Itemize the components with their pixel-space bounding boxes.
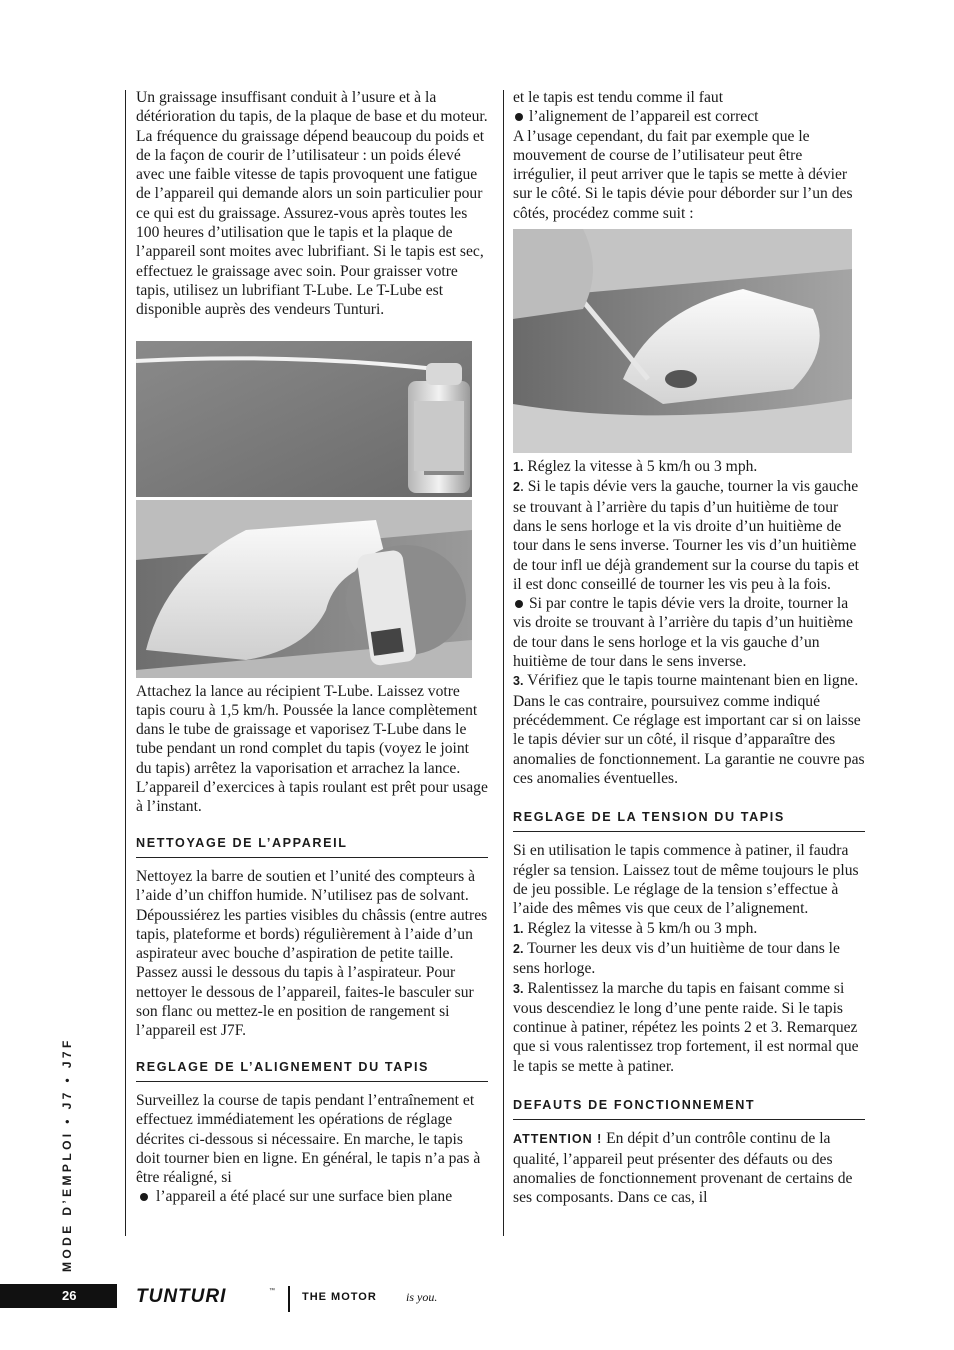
bullet-deviate-right xyxy=(513,594,865,671)
step-number: 2 xyxy=(513,480,520,495)
slogan-the-motor: THE MOTOR xyxy=(302,1291,377,1303)
column-rule-left xyxy=(125,90,126,1236)
footer-divider xyxy=(288,1286,290,1312)
photo-spray-lubrication xyxy=(136,500,472,678)
side-running-title: MODE D’EMPLOI • J7 • J7F xyxy=(60,1037,74,1272)
cleaning-paragraph: Nettoyez la barre de soutien et l’unité des compteurs à l’aide d’un chiffon humide. N’utilisez pas de solvant. Dépoussiérez les parties visibles du châssis (entre autres tapis, plateforme et bords) régulièrement à l’aide d’un aspirateur avec bouche d’aspiration de petite taille. Passez aussi le dessous du tapis à l’aspirateur. Pour nettoyer le dessous de l’appareil, faites-le basculer sur son flanc ou mettez-le en position de rangement si l’appareil est J7F. xyxy=(136,867,488,1040)
attention-label: ATTENTION ! xyxy=(513,1132,603,1147)
alignment-paragraph: Surveillez la course de tapis pendant l’entraînement et effectuez immédiatement les opérations de réglage décrites ci-dessous si nécessaire. En marche, le tapis doit tourner bien en ligne. En général, le tapis n’a pas à être réaligné, si xyxy=(136,1091,481,1187)
tension-step-2 xyxy=(513,939,865,979)
tension-step-1 xyxy=(513,919,865,939)
page-number: 26 xyxy=(62,1288,77,1303)
attention-text: En dépit d’un contrôle continu de la qualité, l’appareil peut présenter des défauts ou des anomalies de fonctionnement provenant de certains de ses composants. Dans ce cas, il xyxy=(513,1130,853,1207)
step-text: Tourner les deux vis d’un huitième de tour dans le sens horloge. xyxy=(513,939,840,978)
photo-spray-lance xyxy=(136,341,472,497)
photo-spray-lance-image xyxy=(136,341,472,497)
step-number: 2. xyxy=(513,941,524,956)
heading-alignment: REGLAGE DE L’ALIGNEMENT DU TAPIS xyxy=(136,1058,488,1082)
heading-defects: DEFAUTS DE FONCTIONNEMENT xyxy=(513,1096,865,1120)
attention-paragraph xyxy=(513,1129,865,1207)
alignment-step-3 xyxy=(513,671,865,788)
step-text: Vérifiez que le tapis tourne maintenant bien en ligne. Dans le cas contraire, poursuivez comme indiqué précédemment. Ce réglage est important car si on laisse le tapis dévier sur un côté, il risque d’apparaître des anomalies de fonctionnement. La garantie ne couvre pas ces anomalies éventuelles. xyxy=(513,672,865,787)
step-text: Réglez la vitesse à 5 km/h ou 3 mph. xyxy=(527,458,758,476)
bullet-flat-surface xyxy=(136,1187,488,1206)
bullet-icon xyxy=(515,113,523,121)
page-number-box xyxy=(0,1284,117,1308)
step-number: 3. xyxy=(513,674,524,689)
tension-paragraph: Si en utilisation le tapis commence à patiner, il faudra régler sa tension. Laissez tout de même toujours le plus de jeu possible. Le réglage de la tension s’effectue à l’aide des mêmes vis que ceux de l’alignement. xyxy=(513,842,859,918)
photo-spray-lubrication-image xyxy=(136,500,472,678)
lance-instructions: Attachez la lance au récipient T-Lube. Laissez votre tapis couru à 1,5 km/h. Poussée la lance complètement dans le tube de graissage et vaporisez T-Lube dans le tube pendant un rond complet du tapis (voyez le joint du tapis) arrêtez la vaporisation et arrachez la lance. L’appareil d’exercices à tapis roulant est prêt pour usage à l’instant. xyxy=(136,682,488,816)
usage-paragraph: A l’usage cependant, du fait par exemple que le mouvement de course de l’utilisateur peut être irrégulier, il peut arriver que le tapis se mette à dévier sur le côté. Si le tapis dévie pour déborder sur l’un des côtés, procédez comme suit : xyxy=(513,127,853,222)
slogan-is-you: is you. xyxy=(406,1290,438,1304)
step-text: Réglez la vitesse à 5 km/h ou 3 mph. xyxy=(527,919,758,937)
photo-adjust-screw-image xyxy=(513,229,852,453)
step-number: 1. xyxy=(513,921,524,936)
left-column xyxy=(136,88,488,1207)
intro-paragraph: Un graissage insuffisant conduit à l’usure et à la détérioration du tapis, de la plaque de base et du moteur. La fréquence du graissage dépend beaucoup du poids et de la façon de courir de l’utilisateur : un poids élevé avec une faible vitesse de tapis provoquent une fatigue de l’appareil qui demande alors un soin particulier pour ce qui est du graissage. Assurez-vous après toutes les 100 heures d’utilisation que le tapis et la plaque de l’appareil sont moites avec lubrifiant. Si le tapis est sec, effectuez le graissage avec soin. Pour graisser votre tapis, utilisez un lubrifiant T-Lube. Le T-Lube est disponible auprès des vendeurs Tunturi. xyxy=(136,89,488,319)
alignment-step-2 xyxy=(513,477,865,594)
bullet-alignment-correct xyxy=(513,107,865,126)
bullet-icon xyxy=(140,1193,148,1201)
right-column xyxy=(513,88,865,1207)
step-number: 3. xyxy=(513,981,524,996)
tunturi-logo: TUNTURI xyxy=(136,1286,227,1307)
step-text: Ralentissez la marche du tapis en faisant comme si vous descendiez le long d’une pente raide. Si le tapis continue à patiner, répétez les points 2 et 3. Remarquez que si vous ralentissez trop fortement, il est normal que le tapis se mette à patiner. xyxy=(513,979,859,1075)
continuation-text: et le tapis est tendu comme il faut xyxy=(513,89,724,106)
bullet-icon xyxy=(515,600,523,608)
photo-adjust-screw xyxy=(513,229,852,453)
column-rule-middle xyxy=(503,90,504,1236)
trademark-mark: ™ xyxy=(269,1288,275,1294)
alignment-step-1 xyxy=(513,457,865,477)
bullet-deviate-right-text: Si par contre le tapis dévie vers la droite, tourner la vis droite se trouvant à l’arrière du tapis d’un huitième de tour dans le sens horloge et la vis gauche d’un huitième de tour dans le sens inverse. xyxy=(513,595,853,671)
heading-cleaning: NETTOYAGE DE L’APPAREIL xyxy=(136,834,488,858)
heading-tension: REGLAGE DE LA TENSION DU TAPIS xyxy=(513,808,865,832)
tension-step-3 xyxy=(513,979,865,1076)
bullet-alignment-correct-text: l’alignement de l’appareil est correct xyxy=(529,108,759,126)
step-text: . Si le tapis dévie vers la gauche, tourner la vis gauche se trouvant à l’arrière du tapis d’un huitième de tour dans le sens horloge et la vis droite d’un huitième de tour dans le sens inverse. Tourner les vis d’un huitième de tour infl ue déjà grandement sur la course du tapis et il est donc conseillé de tourner les vis peu à la fois. xyxy=(513,478,859,593)
step-number: 1. xyxy=(513,460,524,475)
bullet-flat-surface-text: l’appareil a été placé sur une surface bien plane xyxy=(156,1188,453,1206)
